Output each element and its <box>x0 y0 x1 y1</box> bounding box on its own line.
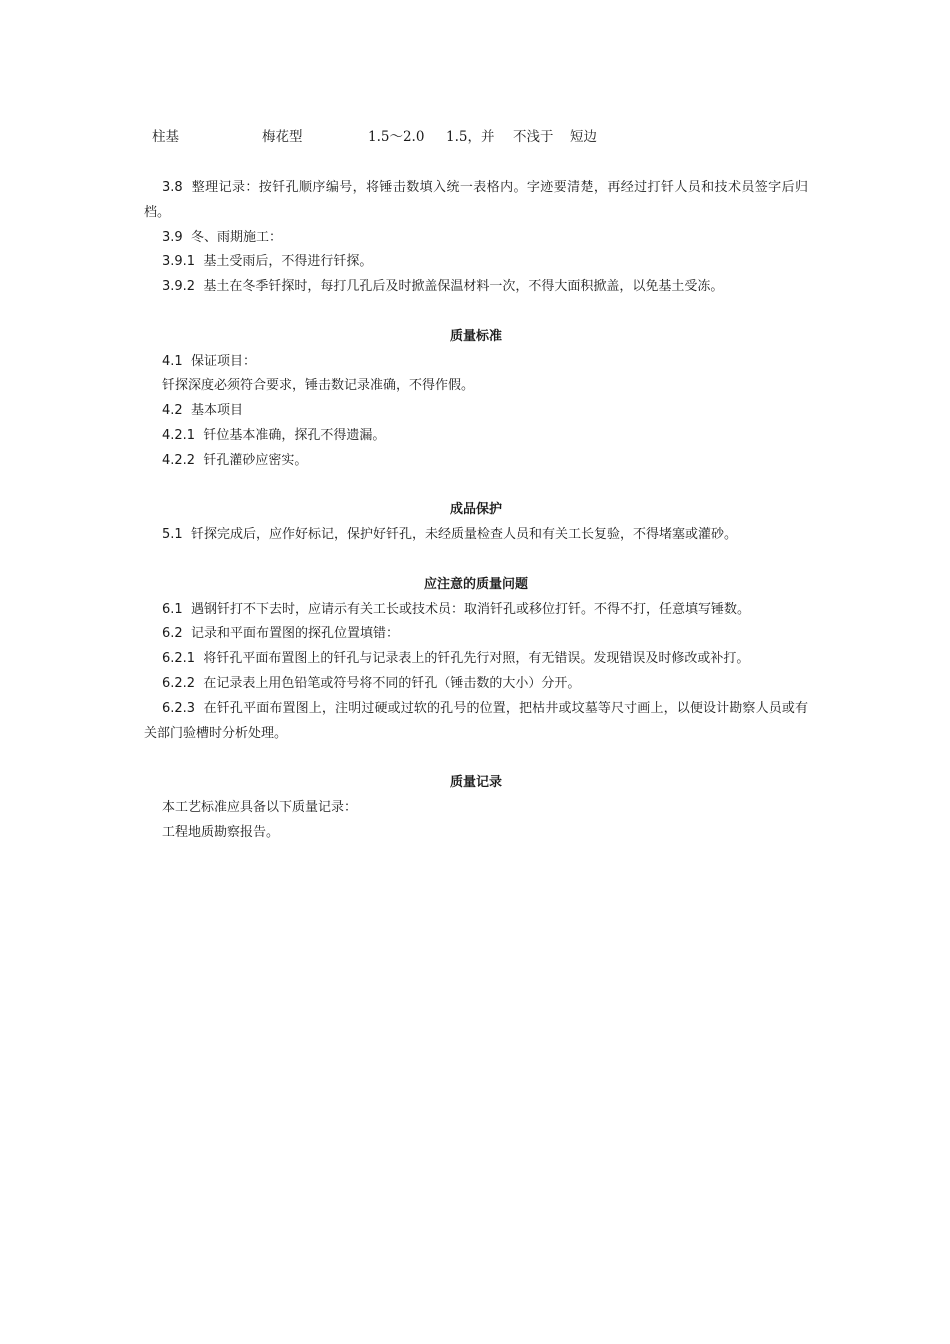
paragraph-6-2-3 <box>144 697 808 747</box>
paragraph-records-item: 工程地质勘察报告。 <box>162 824 280 840</box>
heading-quality-issues: 应注意的质量问题 <box>423 576 528 592</box>
section-number: 6.2.3 <box>162 700 196 716</box>
section-number: 4.2 <box>162 403 183 419</box>
spacer <box>144 300 808 325</box>
table-row <box>0 126 950 148</box>
paragraph-4-2-1 <box>144 424 808 449</box>
paragraph-text: 记录和平面布置图的探孔位置填错： <box>190 626 399 642</box>
spacer <box>144 548 808 573</box>
paragraph-text: 钎探完成后，应作好标记，保护好钎孔，未经质量检查人员和有关工长复验，不得堵塞或灌砂。 <box>190 527 737 543</box>
paragraph-6-2-2 <box>144 672 808 697</box>
table-cell-side: 短边 <box>570 129 597 145</box>
paragraph-records-intro: 本工艺标准应具备以下质量记录： <box>162 799 358 815</box>
paragraph-text: 整理记录：按钎孔顺序编号，将锤击数填入统一表格内。字迹要清楚，再经过打钎人员和技术员签字后归档。 <box>144 180 808 220</box>
section-number: 6.2 <box>162 626 183 642</box>
paragraph-text: 基土在冬季钎探时，每打几孔后及时掀盖保温材料一次，不得大面积掀盖，以免基土受冻。 <box>203 279 724 295</box>
table-cell-pattern: 梅花型 <box>262 129 303 145</box>
paragraph-text: 冬、雨期施工： <box>190 229 282 245</box>
section-number: 4.2.1 <box>162 427 196 443</box>
section-number: 4.1 <box>162 353 183 369</box>
paragraph-text: 保证项目： <box>190 353 256 369</box>
section-number: 4.2.2 <box>162 452 196 468</box>
paragraph-3-9-1 <box>144 250 808 275</box>
section-number: 6.2.1 <box>162 651 196 667</box>
paragraph-4-2-2 <box>144 449 808 474</box>
paragraph-text: 基本项目 <box>190 403 243 419</box>
paragraph-text: 在记录表上用色铅笔或符号将不同的钎孔（锤击数的大小）分开。 <box>203 675 581 691</box>
paragraph-5-1 <box>144 523 808 548</box>
paragraph-6-2 <box>144 622 808 647</box>
section-number: 5.1 <box>162 527 183 543</box>
section-number: 3.8 <box>162 180 183 195</box>
heading-product-protection: 成品保护 <box>449 502 502 518</box>
section-number: 3.9.2 <box>162 279 196 295</box>
paragraph-text: 在钎孔平面布置图上，注明过硬或过软的孔号的位置，把枯井或坟墓等尺寸画上，以便设计勘察人员或有关部门验槽时分析处理。 <box>144 700 808 741</box>
paragraph-text: 将钎孔平面布置图上的钎孔与记录表上的钎孔先行对照，有无错误。发现错误及时修改或补打。 <box>203 651 750 667</box>
paragraph-text: 钎位基本准确，探孔不得遗漏。 <box>203 427 386 443</box>
paragraph-6-1 <box>144 598 808 623</box>
spacer <box>144 474 808 499</box>
table-cell-depth: 1.5，并 <box>446 129 495 145</box>
section-number: 6.1 <box>162 601 183 617</box>
paragraph-text: 基土受雨后，不得进行钎探。 <box>203 254 373 270</box>
table-cell-min: 不浅于 <box>513 129 554 145</box>
heading-quality-records: 质量记录 <box>449 775 502 791</box>
heading-quality-standard: 质量标准 <box>449 328 502 344</box>
document-body <box>144 176 808 846</box>
paragraph-3-9-2 <box>144 275 808 300</box>
table-cell-spacing: 1.5～2.0 <box>368 129 425 145</box>
section-number: 3.9.1 <box>162 254 196 270</box>
paragraph-4-2 <box>144 399 808 424</box>
section-number: 3.9 <box>162 229 183 245</box>
paragraph-4-1-body: 钎探深度必须符合要求，锤击数记录准确，不得作假。 <box>162 378 475 394</box>
paragraph-text: 遇钢钎打不下去时，应请示有关工长或技术员：取消钎孔或移位打钎。不得不打，任意填写锤数。 <box>190 601 750 617</box>
paragraph-4-1 <box>144 350 808 375</box>
spacer <box>144 746 808 771</box>
paragraph-3-8 <box>144 176 808 226</box>
section-number: 6.2.2 <box>162 675 196 691</box>
table-cell-foundation: 柱基 <box>152 129 179 145</box>
paragraph-3-9 <box>144 226 808 251</box>
paragraph-6-2-1 <box>144 647 808 672</box>
paragraph-text: 钎孔灌砂应密实。 <box>203 452 308 468</box>
